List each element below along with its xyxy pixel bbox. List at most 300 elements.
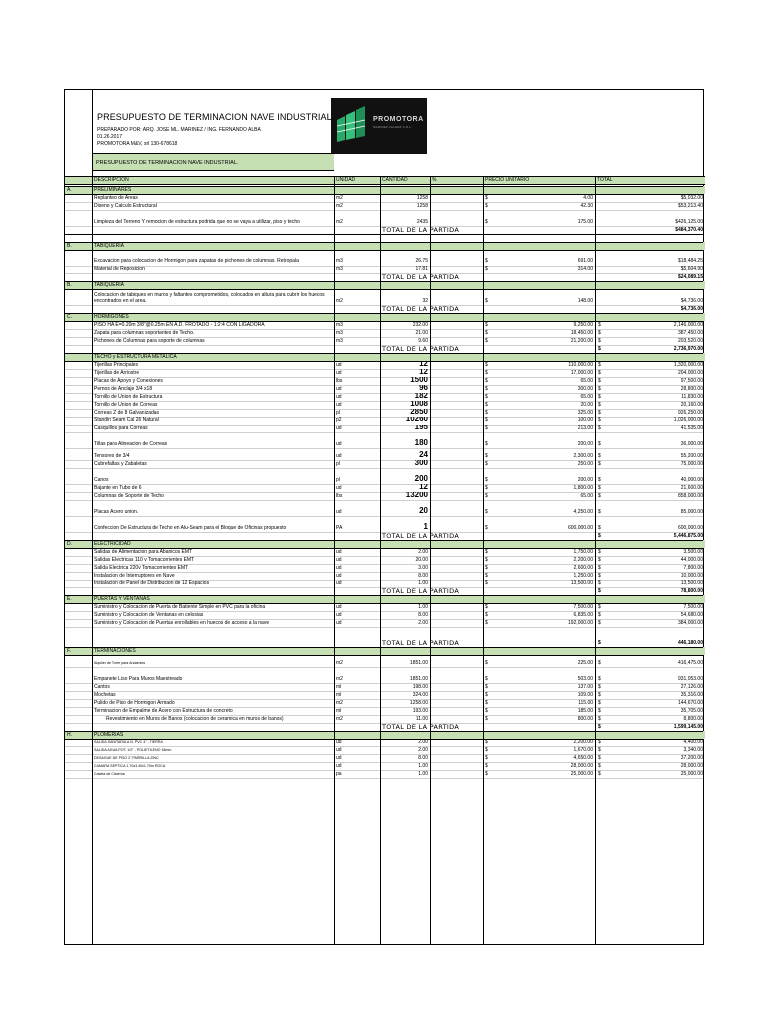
section-total-row: [65, 627, 705, 647]
section-total-row: [65, 273, 705, 281]
currency-sign: $: [598, 322, 601, 329]
item-description: Alquiler de Torre para Andamios: [94, 660, 146, 665]
item-quantity: 200: [414, 474, 428, 484]
item-description: Tensores de 3/4: [94, 453, 130, 460]
item-total-value: 926,250.00: [677, 409, 703, 416]
currency-sign: $: [598, 580, 601, 587]
item-quantity: 1.00: [418, 580, 428, 587]
currency-sign: $: [598, 612, 601, 619]
section-id: D.: [67, 540, 72, 547]
item-quantity: 12: [419, 368, 428, 376]
currency-sign: $: [598, 548, 601, 555]
section-total: [595, 226, 705, 234]
col-header-unit: UNIDAD: [336, 177, 356, 183]
currency-sign: $: [485, 508, 488, 515]
section-total-value: 78,800.00: [680, 588, 703, 595]
section-total: [595, 587, 705, 595]
item-quantity: 1.00: [418, 604, 428, 611]
column-rule: [430, 176, 431, 944]
currency-sign: $: [485, 337, 488, 344]
currency-sign: $: [598, 739, 601, 746]
item-unit: ud: [336, 620, 342, 627]
section-total: [595, 305, 705, 313]
item-quantity: 232.00: [412, 322, 428, 329]
item-total: [595, 377, 705, 385]
unit-price-value: 600,000.00: [567, 524, 593, 531]
item-unit: m3: [336, 337, 343, 344]
unit-price-value: 100.00: [577, 417, 593, 424]
item-total-value: 54,680.00: [680, 612, 703, 619]
item-total-value: $4,736.00: [680, 298, 703, 305]
column-rule: [380, 176, 381, 944]
table-row: [65, 699, 705, 707]
currency-sign: $: [485, 218, 488, 225]
item-description: Caseta de Cisterna: [94, 772, 125, 777]
unit-price-value: 691.00: [577, 258, 593, 265]
section-id: E.: [67, 596, 72, 603]
item-unit-price: [483, 321, 595, 329]
item-total-value: $426,125.00: [675, 218, 703, 225]
item-total: [595, 564, 705, 572]
item-unit-price: [483, 739, 595, 747]
item-total-value: 41,535.00: [680, 425, 703, 432]
item-description: Suministro y Colocacion de Puertas enrollables en huecos de acceso a la nave: [94, 620, 270, 627]
section-total-label: TOTAL DE LA PARTIDA: [382, 305, 460, 314]
table-row: [65, 385, 705, 393]
table-row: [65, 329, 705, 337]
currency-sign: $: [598, 330, 601, 337]
item-total: [595, 409, 705, 417]
currency-sign: $: [598, 763, 601, 770]
item-quantity: 2.00: [418, 548, 428, 555]
item-total: [595, 762, 705, 770]
item-unit-price: [483, 401, 595, 409]
item-unit-price: [483, 762, 595, 770]
item-unit-price: [483, 492, 595, 500]
currency-sign: $: [598, 493, 601, 499]
item-total: [595, 492, 705, 500]
currency-sign: $: [485, 385, 488, 392]
item-unit-price: [483, 564, 595, 572]
item-unit-price: [483, 202, 595, 210]
currency-sign: $: [485, 747, 488, 754]
item-description: SALIDA AGUA POT. 1/2" - POLIETILENO 18mm: [94, 748, 172, 753]
unit-price-value: 20.00: [580, 401, 593, 408]
item-unit-price: [483, 556, 595, 564]
section-id: F.: [67, 648, 71, 655]
item-unit-price: [483, 385, 595, 393]
currency-sign: $: [485, 620, 488, 627]
item-total: [595, 202, 705, 210]
item-unit: m2: [336, 202, 343, 209]
col-header-unit-price: PRECIO UNITARIO: [485, 177, 530, 183]
item-unit-price: [483, 409, 595, 417]
currency-sign: $: [598, 532, 601, 539]
item-description: Tornillo de Union de Correas: [94, 401, 158, 408]
item-unit: ml: [336, 691, 342, 698]
item-quantity: 9.60: [418, 337, 428, 344]
item-quantity: 32: [422, 298, 428, 305]
table-row: [65, 655, 705, 667]
table-row: [65, 432, 705, 448]
currency-sign: $: [485, 580, 488, 587]
section-header-row: [65, 281, 705, 289]
section-id: B.: [67, 242, 72, 249]
item-quantity: 1258.00: [409, 699, 428, 706]
unit-price-value: 185.00: [577, 707, 593, 714]
table-row: [65, 691, 705, 699]
section-total-row: [65, 587, 705, 595]
item-unit: ud: [336, 548, 342, 555]
item-unit: m2: [336, 298, 343, 305]
currency-sign: $: [485, 409, 488, 416]
item-unit: lbs: [336, 377, 343, 384]
item-total: [595, 715, 705, 723]
table-row: [65, 460, 705, 468]
item-quantity: 2435: [416, 218, 428, 225]
currency-sign: $: [598, 345, 601, 352]
section-header-row: [65, 242, 705, 250]
section-title: PUERTAS Y VENTANAS: [94, 596, 150, 603]
item-quantity: 1500: [410, 376, 428, 384]
item-description: Placas de Apoyo y Conexiones: [94, 377, 163, 384]
table-row: [65, 500, 705, 516]
unit-price-value: 225.00: [577, 659, 593, 666]
item-unit: ud: [336, 564, 342, 571]
item-total-value: 55,200.00: [680, 453, 703, 460]
table-row: [65, 516, 705, 532]
currency-sign: $: [485, 715, 488, 722]
item-total: [595, 210, 705, 226]
item-unit: ml: [336, 707, 342, 714]
item-total: [595, 572, 705, 580]
item-quantity: 3.00: [418, 564, 428, 571]
unit-price-value: 9,250.00: [573, 322, 593, 329]
item-quantity: 300: [414, 460, 428, 468]
section-total-value: $24,089.15: [677, 274, 703, 281]
table-row: [65, 715, 705, 723]
currency-sign: $: [485, 524, 488, 531]
unit-price-value: 65.00: [580, 377, 593, 384]
item-description: Mochetas: [94, 691, 116, 698]
item-total-value: $18,484.25: [677, 258, 703, 265]
item-unit-price: [483, 337, 595, 345]
currency-sign: $: [598, 377, 601, 384]
currency-sign: $: [598, 699, 601, 706]
table-row: [65, 409, 705, 417]
item-unit: m2: [336, 699, 343, 706]
item-description: Pulido de Piso de Hormigon Armado: [94, 699, 175, 706]
currency-sign: $: [598, 369, 601, 376]
header-band: PRESUPUESTO DE TERMINACION NAVE INDUSTRIAL.: [92, 153, 334, 171]
unit-price-value: 137.00: [577, 683, 593, 690]
table-row: [65, 707, 705, 715]
item-unit: ud: [336, 556, 342, 563]
item-unit-price: [483, 746, 595, 754]
currency-sign: $: [485, 266, 488, 273]
item-total-value: 11,830.00: [681, 393, 703, 400]
item-description: Zapata para columnas soportantes de Techo.: [94, 330, 195, 337]
unit-price-value: 200.00: [577, 477, 593, 484]
item-total: [595, 707, 705, 715]
section-total: [595, 532, 705, 540]
item-description: DESAGUE DE PISO 2" PARRILLA ZINC: [94, 756, 159, 761]
table-row: [65, 266, 705, 274]
section-id: H.: [67, 731, 72, 738]
logo-subtitle: MARINEZ VALDEZ S.R.L.: [373, 125, 413, 129]
section-title: TECHO y ESTRUCTURA METALICA: [94, 353, 177, 360]
item-total-value: 44,000.00: [680, 556, 703, 563]
row-rule: [65, 281, 703, 282]
item-description: Instalacion de Interruptores en Nave: [94, 572, 175, 579]
item-unit: ud: [336, 393, 342, 400]
item-quantity: 96: [419, 384, 428, 392]
table-row: [65, 202, 705, 210]
item-total-value: 28,800.00: [680, 385, 703, 392]
item-unit-price: [483, 460, 595, 468]
unit-price-value: 13,500.00: [570, 580, 593, 587]
currency-sign: $: [485, 572, 488, 579]
unit-price-value: 18,450.00: [570, 330, 593, 337]
item-description: Suministro y Colocacion de Puerta de Batiente Simple en PVC para la oficina: [94, 604, 266, 611]
item-unit: ud: [336, 441, 342, 448]
section-total: [595, 345, 705, 353]
currency-sign: $: [485, 401, 488, 408]
currency-sign: $: [485, 453, 488, 460]
row-rule: [65, 731, 703, 732]
section-total-row: [65, 345, 705, 353]
section-total-row: [65, 532, 705, 540]
item-unit-price: [483, 448, 595, 460]
item-quantity: 26.75: [415, 258, 428, 265]
item-unit: p2: [336, 417, 342, 424]
unit-price-value: 213.00: [577, 425, 593, 432]
currency-sign: $: [598, 675, 601, 682]
item-description: Salidas Electricas 110 v Tomacorrientes EMT: [94, 556, 195, 563]
item-unit-price: [483, 417, 595, 425]
item-total-value: 931,053.00: [677, 675, 703, 682]
currency-sign: $: [598, 659, 601, 666]
item-total-value: 36,000.00: [680, 441, 703, 448]
currency-sign: $: [598, 425, 601, 432]
unit-price-value: 28,000.00: [570, 763, 593, 770]
item-description: Standin Seam Cal 26 Natural: [94, 417, 159, 424]
item-quantity: 8.00: [418, 612, 428, 619]
item-total-value: 20,160.00: [680, 401, 703, 408]
item-unit: ud: [336, 369, 342, 376]
currency-sign: $: [598, 393, 601, 400]
item-quantity: 193.00: [412, 707, 428, 714]
item-total: [595, 250, 705, 266]
row-rule: [65, 313, 703, 314]
item-quantity: 21.00: [415, 330, 428, 337]
table-row: [65, 425, 705, 433]
item-description: Bajante en Tubo de 6: [94, 485, 142, 492]
item-quantity: 2850: [410, 408, 428, 416]
section-total-label: TOTAL DE LA PARTIDA: [382, 531, 460, 540]
section-total-value: $484,370.40: [675, 226, 703, 233]
currency-sign: $: [598, 572, 601, 579]
currency-sign: $: [598, 604, 601, 611]
currency-sign: $: [598, 417, 601, 424]
section-id: C.: [67, 314, 72, 321]
unit-price-value: 7,500.00: [573, 604, 593, 611]
table-row: [65, 572, 705, 580]
item-quantity: 1851.00: [409, 659, 428, 666]
item-total: [595, 500, 705, 516]
item-unit: m3: [336, 258, 343, 265]
table-row: [65, 337, 705, 345]
currency-sign: $: [485, 556, 488, 563]
item-description: Instalacion de Panel de Distribucion de 12 Espacios: [94, 580, 210, 587]
item-total-value: 8,800.00: [683, 715, 703, 722]
item-total-value: 2,146,000.00: [673, 322, 703, 329]
document-date: 01.26.2017: [97, 134, 123, 140]
currency-sign: $: [485, 675, 488, 682]
currency-sign: $: [598, 524, 601, 531]
item-unit: ud: [336, 572, 342, 579]
item-description: Pernos de Anclaje 3/4 x18: [94, 385, 153, 392]
currency-sign: $: [485, 548, 488, 555]
item-total: [595, 691, 705, 699]
row-rule: [65, 186, 703, 187]
item-total: [595, 548, 705, 556]
currency-sign: $: [598, 707, 601, 714]
item-total: [595, 448, 705, 460]
unit-price-value: 4.00: [583, 194, 593, 201]
section-header-row: [65, 540, 705, 548]
item-total: [595, 580, 705, 588]
table-row: [65, 448, 705, 460]
item-description: Revestimiento en Muros de Banos (colocacion de ceramica en muros de banos): [106, 715, 284, 722]
item-description: Confeccion De Estructura de Techo en Alu-Seam para el Bloque de Oficinas propuesto: [94, 524, 287, 531]
item-total: [595, 401, 705, 409]
item-unit: pa: [336, 771, 342, 778]
section-total-row: [65, 723, 705, 731]
item-total-value: 416,475.00: [677, 659, 703, 666]
item-total: [595, 683, 705, 691]
item-quantity: 12: [419, 360, 428, 368]
item-total: [595, 321, 705, 329]
item-quantity: 8.00: [418, 755, 428, 762]
item-unit-price: [483, 611, 595, 619]
item-total: [595, 746, 705, 754]
currency-sign: $: [485, 683, 488, 690]
item-unit: ud: [336, 453, 342, 460]
item-unit: pl: [336, 477, 340, 484]
item-description: Columnas de Soporte de Techo: [94, 493, 164, 499]
item-unit-price: [483, 194, 595, 202]
currency-sign: $: [485, 699, 488, 706]
item-quantity: 20.00: [415, 556, 428, 563]
item-unit: m3: [336, 330, 343, 337]
blank-row: [65, 234, 705, 242]
item-unit-price: [483, 699, 595, 707]
currency-sign: $: [485, 707, 488, 714]
item-quantity: 13200: [405, 492, 428, 499]
item-unit-price: [483, 468, 595, 484]
table-row: [65, 603, 705, 611]
item-total-value: 97,500.00: [680, 377, 703, 384]
section-id: B.: [67, 282, 72, 289]
item-total-value: 40,000.00: [680, 477, 703, 484]
item-quantity: 182: [414, 392, 428, 400]
section-total-label: TOTAL DE LA PARTIDA: [382, 639, 460, 648]
unit-price-value: 175.00: [577, 218, 593, 225]
item-quantity: 180: [414, 438, 428, 448]
unit-price-value: 1,670.00: [573, 747, 593, 754]
section-header-row: [65, 647, 705, 655]
section-header-row: [65, 186, 705, 194]
item-total-value: $5,032.00: [680, 194, 703, 201]
section-header-row: [65, 731, 705, 739]
item-quantity: 1258: [416, 202, 428, 209]
item-quantity: 198.00: [412, 683, 428, 690]
unit-price-value: 1,800.00: [573, 485, 593, 492]
item-unit-price: [483, 754, 595, 762]
item-unit-price: [483, 377, 595, 385]
section-total: [595, 723, 705, 731]
currency-sign: $: [485, 322, 488, 329]
item-unit: ud: [336, 739, 342, 746]
currency-sign: $: [598, 337, 601, 344]
table-row: [65, 417, 705, 425]
item-unit-price: [483, 393, 595, 401]
item-description: Cubrefaltas y Zabaletas: [94, 461, 147, 468]
unit-price-value: 4,250.00: [573, 508, 593, 515]
item-total: [595, 385, 705, 393]
item-quantity: 8.00: [418, 572, 428, 579]
unit-price-value: 200.00: [577, 441, 593, 448]
currency-sign: $: [598, 461, 601, 468]
row-rule: [65, 595, 703, 596]
currency-sign: $: [485, 564, 488, 571]
item-total-value: 3,340.00: [683, 747, 703, 754]
table-row: [65, 619, 705, 627]
item-description: SALIDA SANITARIA A.N. PVC 4" - TIERRA: [94, 740, 163, 745]
currency-sign: $: [598, 401, 601, 408]
table-row: [65, 683, 705, 691]
unit-price-value: 503.00: [577, 675, 593, 682]
item-quantity: 2.00: [418, 739, 428, 746]
currency-sign: $: [485, 441, 488, 448]
item-unit-price: [483, 361, 595, 369]
item-unit-price: [483, 329, 595, 337]
item-unit: ud: [336, 612, 342, 619]
item-description: Replanteo de Areas: [94, 194, 138, 201]
item-unit: PA: [336, 524, 343, 531]
table-row: [65, 377, 705, 385]
item-unit-price: [483, 289, 595, 305]
item-total-value: 35,316.00: [680, 691, 703, 698]
currency-sign: $: [485, 485, 488, 492]
table-row: [65, 194, 705, 202]
table-row: [65, 556, 705, 564]
section-total-label: TOTAL DE LA PARTIDA: [382, 722, 460, 731]
item-unit-price: [483, 603, 595, 611]
item-total-value: 600,000.00: [677, 524, 703, 531]
column-rule: [334, 176, 335, 944]
row-rule: [65, 540, 703, 541]
item-total-value: 75,000.00: [680, 461, 703, 468]
section-title: HORMIGONES: [94, 314, 129, 321]
section-header-row: [65, 313, 705, 321]
item-unit: ud: [336, 401, 342, 408]
column-rule: [483, 176, 484, 944]
item-total-value: 3,500.00: [683, 548, 703, 555]
currency-sign: $: [598, 441, 601, 448]
section-total-value: 1,599,145.00: [673, 723, 703, 730]
